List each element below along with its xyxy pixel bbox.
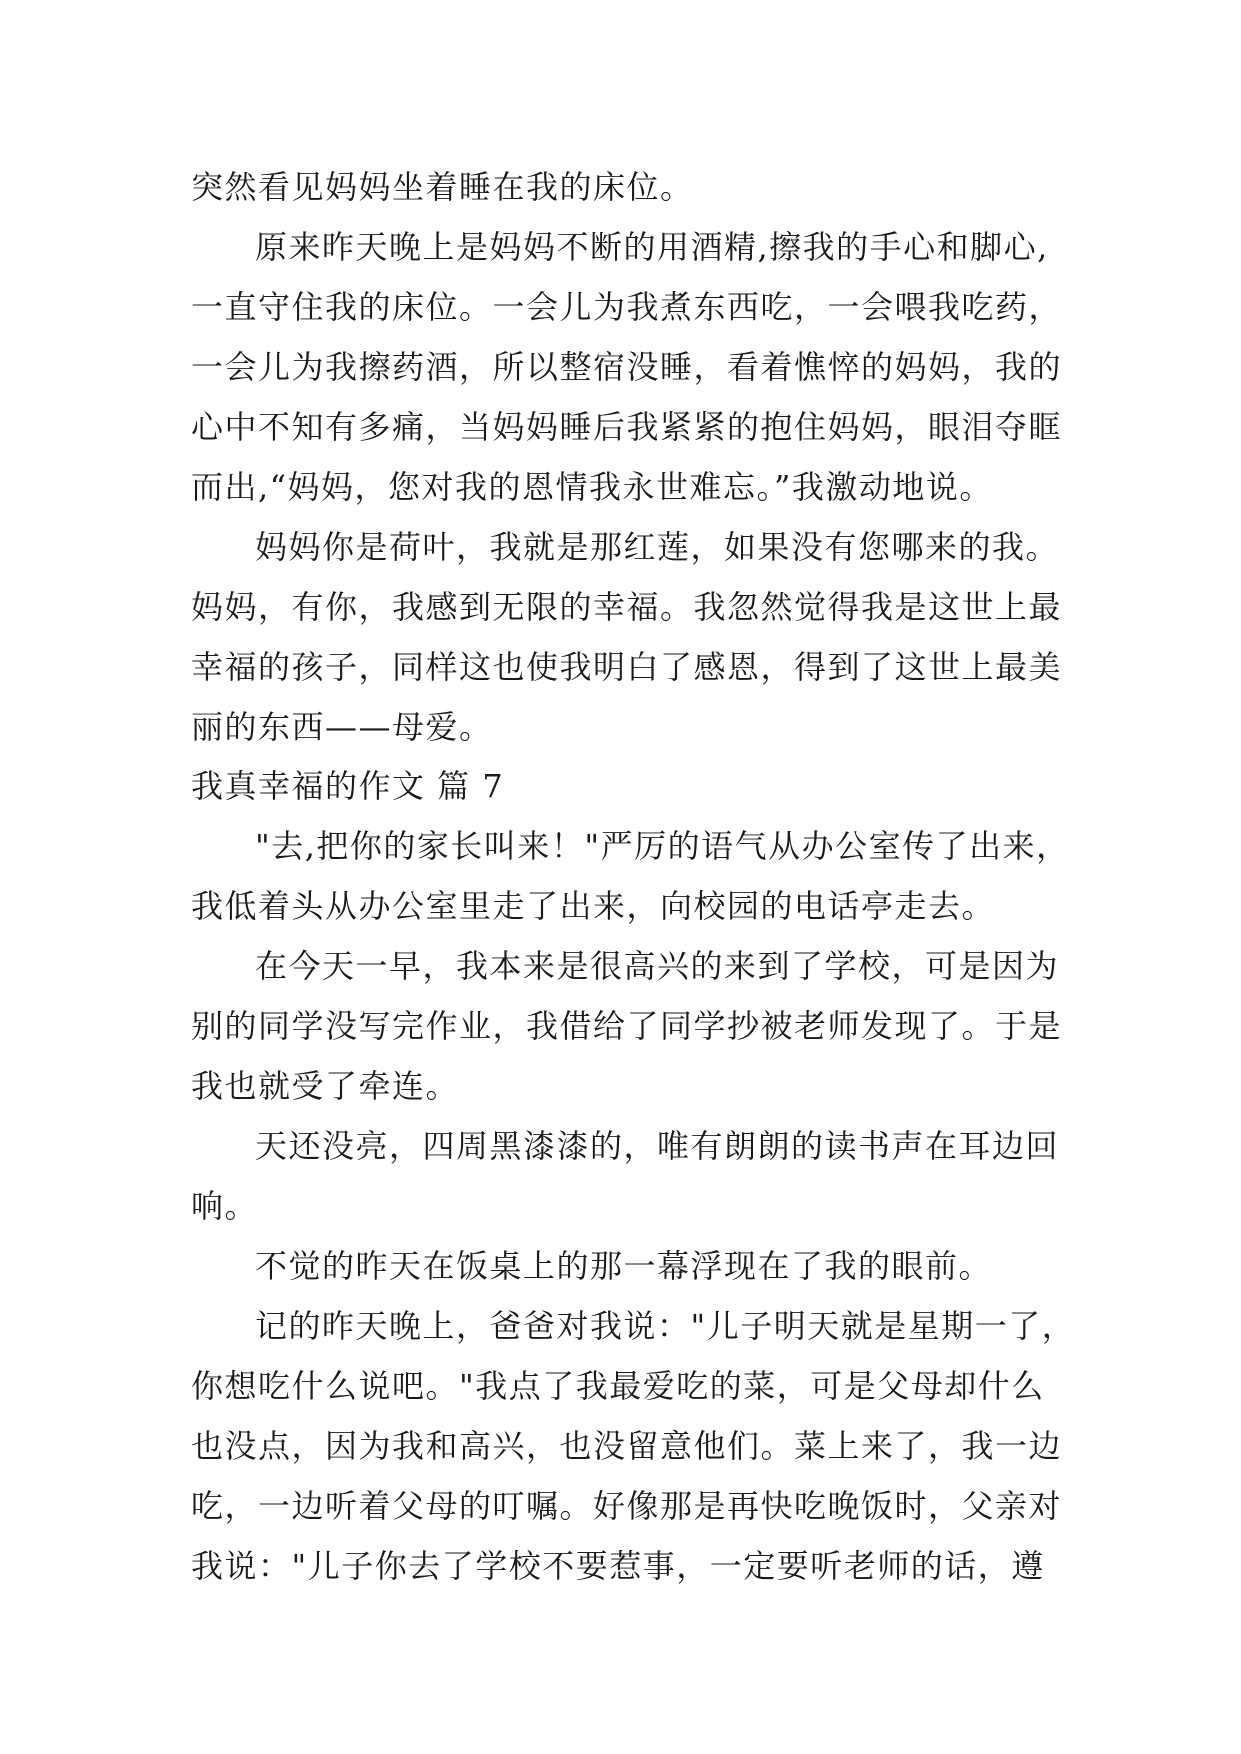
text-line: 你想吃什么说吧。"我点了我最爱吃的菜，可是父母却什么 — [191, 1367, 1045, 1405]
text-line: 也没点，因为我和高兴，也没留意他们。菜上来了，我一边 — [191, 1427, 1063, 1465]
text-line: 我低着头从办公室里走了出来，向校园的电话亭走去。 — [191, 887, 996, 925]
text-line: 一直守住我的床位。一会儿为我煮东西吃，一会喂我吃药， — [191, 288, 1063, 326]
text-line: 突然看见妈妈坐着睡在我的床位。 — [191, 168, 694, 206]
text-line: "去,把你的家长叫来！"严厉的语气从办公室传了出来， — [255, 827, 1070, 865]
section-heading: 我真幸福的作文 篇 7 — [191, 767, 505, 805]
text-line: 妈妈你是荷叶，我就是那红莲，如果没有您哪来的我。 — [255, 528, 1060, 566]
text-line: 我也就受了牵连。 — [191, 1067, 460, 1105]
text-line: 而出,“妈妈，您对我的恩情我永世难忘。”我激动地说。 — [191, 468, 993, 506]
text-line: 心中不知有多痛，当妈妈睡后我紧紧的抱住妈妈，眼泪夺眶 — [191, 408, 1063, 446]
text-line: 不觉的昨天在饭桌上的那一幕浮现在了我的眼前。 — [255, 1247, 993, 1285]
text-line: 记的昨天晚上，爸爸对我说："儿子明天就是星期一了， — [255, 1307, 1076, 1345]
text-line: 别的同学没写完作业，我借给了同学抄被老师发现了。于是 — [191, 1007, 1063, 1045]
text-line: 妈妈，有你，我感到无限的幸福。我忽然觉得我是这世上最 — [191, 588, 1063, 626]
text-line: 响。 — [191, 1187, 259, 1225]
text-line: 我说："儿子你去了学校不要惹事，一定要听老师的话，遵 — [191, 1547, 1045, 1585]
text-line: 天还没亮，四周黑漆漆的，唯有朗朗的读书声在耳边回 — [255, 1127, 1060, 1165]
text-line: 一会儿为我擦药酒，所以整宿没睡，看着憔悴的妈妈，我的 — [191, 348, 1063, 386]
text-line: 幸福的孩子，同样这也使我明白了感恩，得到了这世上最美 — [191, 648, 1063, 686]
text-line: 原来昨天晚上是妈妈不断的用酒精,擦我的手心和脚心, — [255, 228, 1049, 266]
text-line: 在今天一早，我本来是很高兴的来到了学校，可是因为 — [255, 947, 1060, 985]
text-line: 吃，一边听着父母的叮嘱。好像那是再快吃晚饭时，父亲对 — [191, 1487, 1063, 1525]
text-line: 丽的东西——母爱。 — [191, 708, 493, 746]
